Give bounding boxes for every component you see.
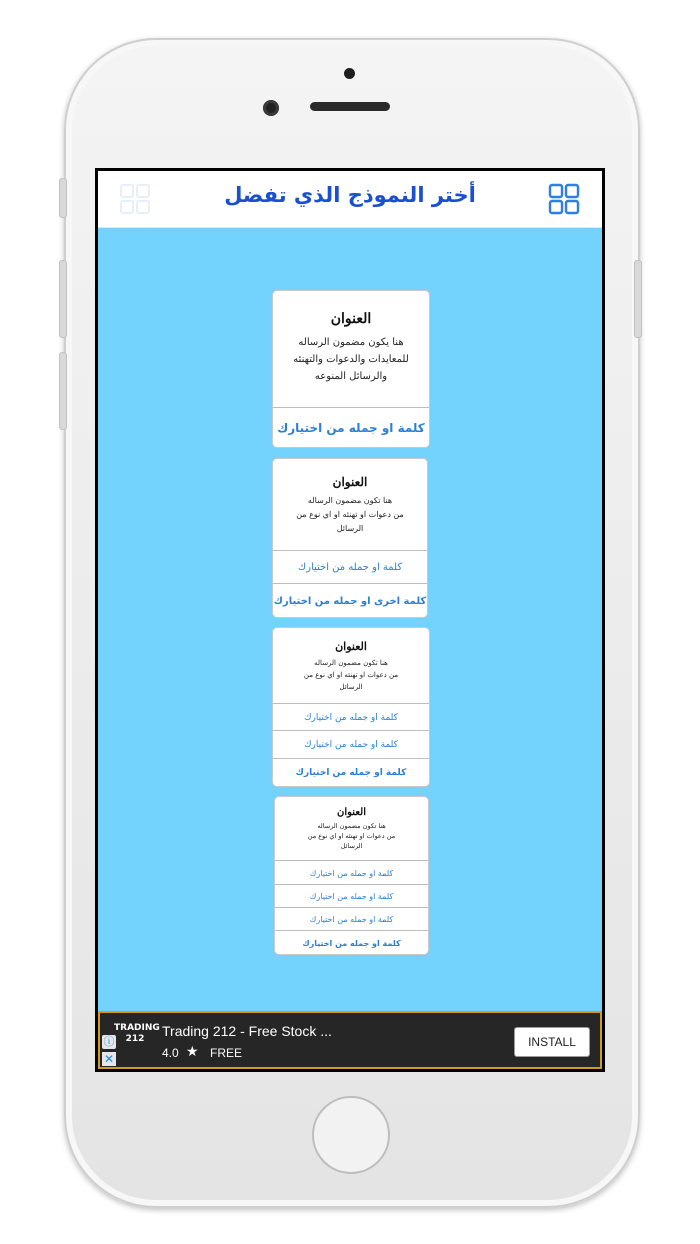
card-option[interactable]: كلمة اخرى او جمله من اختيارك: [273, 583, 427, 618]
ad-price: FREE: [210, 1046, 243, 1060]
card-body-line: من دعوات او تهنئه او اي نوع من: [296, 510, 404, 519]
card-title: العنوان: [335, 640, 367, 653]
template-card-1[interactable]: [272, 290, 430, 448]
install-button[interactable]: INSTALL: [514, 1027, 590, 1057]
card-option[interactable]: كلمة او جمله من اختيارك: [275, 930, 428, 955]
card-body-line: من دعوات او تهنئه او اي نوع من: [303, 671, 399, 679]
grid-icon[interactable]: [548, 183, 580, 215]
front-camera: [263, 100, 279, 116]
card-body-line: الرسائل: [336, 524, 364, 533]
card-option[interactable]: كلمة او جمله من اختيارك: [273, 550, 427, 584]
card-body-line: الرسائل: [340, 842, 363, 850]
close-icon[interactable]: ✕: [103, 1052, 115, 1066]
card-body-line: والرسائل المنوعه: [314, 371, 388, 382]
page-title: أختر النموذج الذي تفضل: [224, 183, 476, 207]
card-body-line: الرسائل: [339, 683, 363, 691]
card-option[interactable]: كلمة او جمله من اختيارك: [275, 884, 428, 908]
card-body-line: هنا تكون مضمون الرساله: [314, 659, 388, 667]
mute-switch: [59, 178, 67, 218]
card-option[interactable]: كلمة او جمله من اختيارك: [275, 860, 428, 885]
card-option[interactable]: كلمة او جمله من اختيارك: [273, 703, 429, 731]
card-body-line: من دعوات او تهنئه او اي نوع من: [307, 832, 396, 840]
ad-app-logo: TRADING 212: [114, 1023, 160, 1044]
template-card-3[interactable]: [272, 627, 430, 787]
template-card-4[interactable]: [274, 796, 429, 955]
card-title: العنوان: [330, 311, 372, 327]
card-title: العنوان: [337, 807, 366, 818]
volume-down-button: [59, 352, 67, 430]
card-option[interactable]: كلمة او جمله من اختيارك: [273, 407, 429, 448]
card-body-line: هنا تكون مضمون الرساله: [307, 496, 393, 505]
proximity-sensor: [344, 68, 355, 79]
app-content: [98, 171, 602, 1069]
card-title: العنوان: [332, 475, 368, 489]
card-body-line: هنا تكون مضمون الرساله: [317, 822, 386, 830]
star-icon: ★: [186, 1044, 199, 1060]
screen: [95, 168, 605, 1072]
card-option[interactable]: كلمة او جمله من اختيارك: [273, 758, 429, 787]
home-button[interactable]: [312, 1096, 390, 1174]
app-header: [98, 171, 602, 228]
card-body-line: هنا يكون مضمون الرساله: [298, 337, 404, 348]
volume-up-button: [59, 260, 67, 338]
power-button: [634, 260, 642, 338]
template-card-2[interactable]: [272, 458, 428, 618]
info-icon[interactable]: ⓘ: [103, 1035, 115, 1048]
earpiece-speaker: [310, 102, 390, 111]
card-option[interactable]: كلمة او جمله من اختيارك: [275, 907, 428, 931]
card-option[interactable]: كلمة او جمله من اختيارك: [273, 730, 429, 759]
ad-title: Trading 212 - Free Stock ...: [162, 1023, 332, 1039]
card-body-line: للمعايدات والدعوات والتهنئه: [293, 354, 409, 365]
ad-banner[interactable]: [98, 1011, 602, 1069]
ad-rating: 4.0: [162, 1046, 179, 1060]
